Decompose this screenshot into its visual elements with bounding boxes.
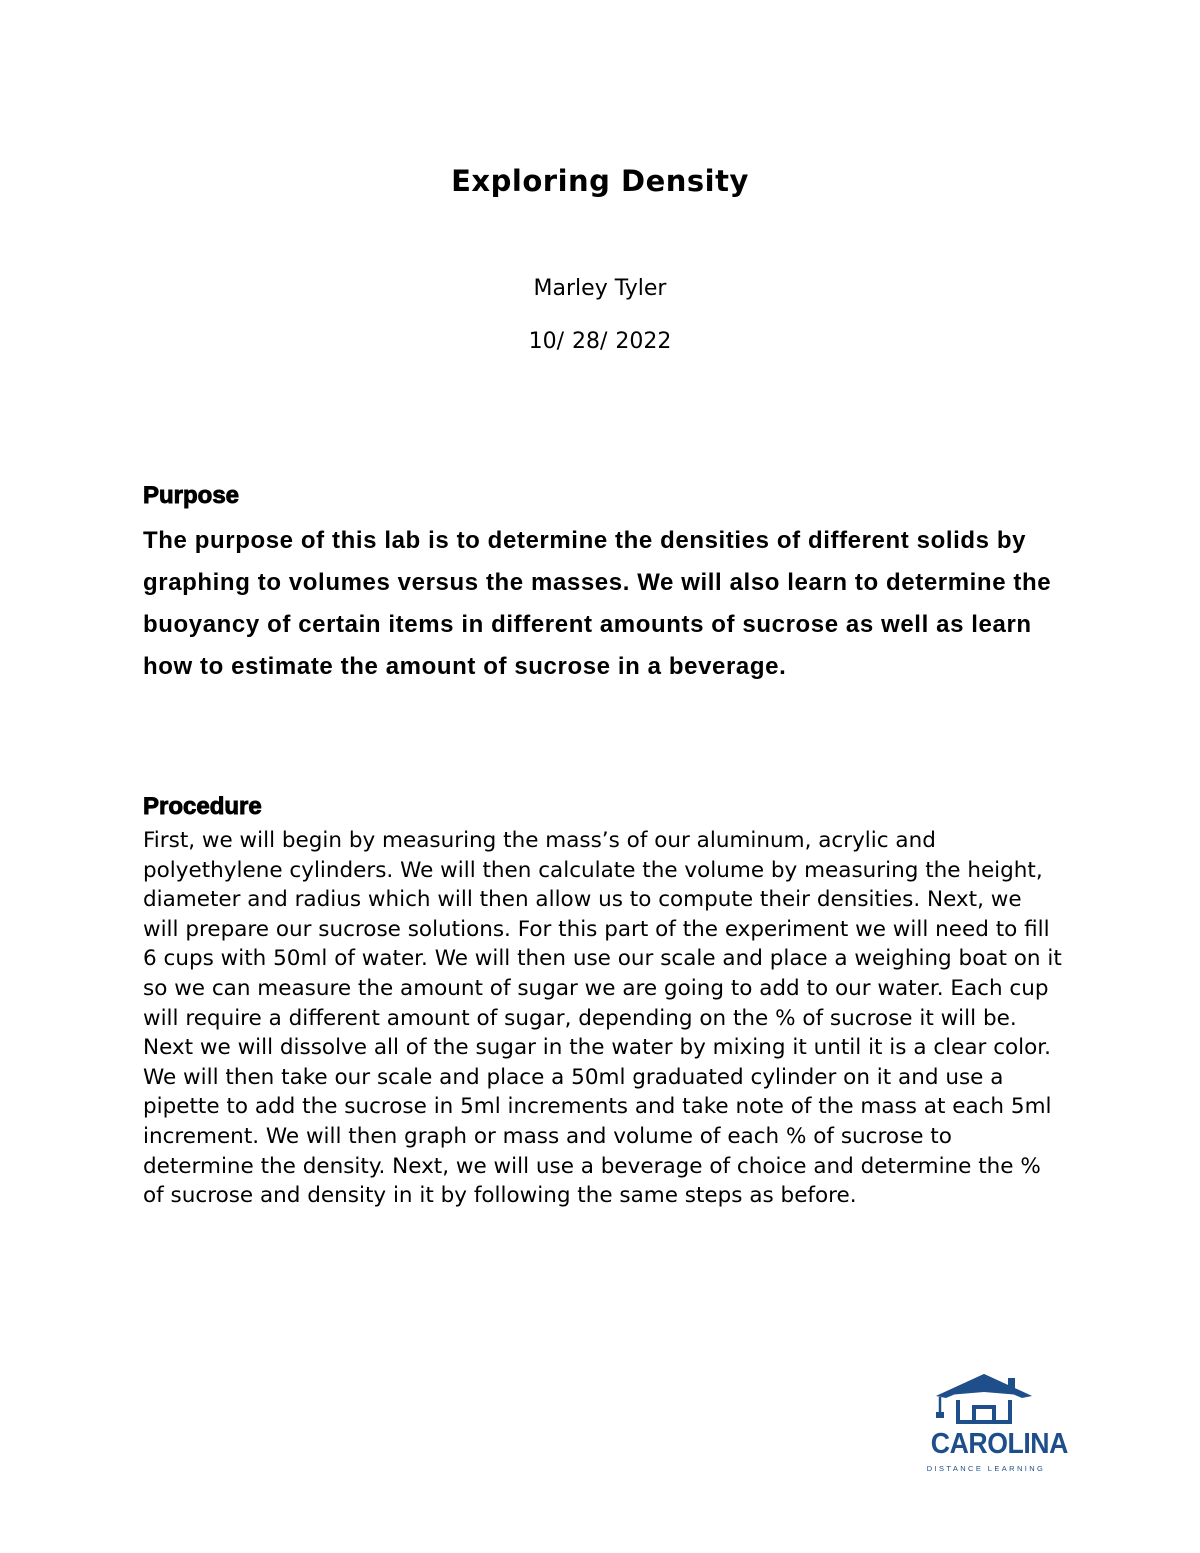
- document-date: 10/ 28/ 2022: [528, 329, 672, 354]
- carolina-logo: [918, 1370, 1068, 1480]
- document-title: Exploring Density: [451, 164, 749, 198]
- logo-wordmark: CAROLINA: [930, 1428, 1068, 1460]
- author-name: Marley Tyler: [533, 276, 667, 301]
- procedure-text: First, we will begin by measuring the mass’s of our aluminum, acrylic and polyethylene cylinders. We will then calculate the volume by measuring the height, diameter and radius which will then allow us to compute their densities. Next, we will prepare our sucrose solutions. For this part of the experiment we will need to fill 6 cups with 50ml of water. We will then use our scale and place a weighing boat on it so we can measure the amount of sugar we are going to add to our water. Each cup will require a different amount of sugar, depending on the % of sucrose it will be. Next we will dissolve all of the sugar in the water by mixing it until it is a clear color. We will then take our scale and place a 50ml graduated cylinder on it and use a pipette to add the sucrose in 5ml increments and take note of the mass at each 5ml increment. We will then graph or mass and volume of each % of sucrose to determine the density. Next, we will use a beverage of choice and determine the % of sucrose and density in it by following the same steps as before.: [143, 828, 1062, 1209]
- procedure-heading: Procedure: [143, 793, 262, 820]
- graduation-cap-house-icon: [918, 1370, 1058, 1430]
- purpose-text: The purpose of this lab is to determine the densities of different solids by graphing to volumes versus the masses. We will also learn to determine the buoyancy of certain items in different amounts of sucrose as well as learn how to estimate the amount of sucrose in a beverage.: [143, 527, 1052, 680]
- purpose-heading: Purpose: [143, 482, 240, 509]
- logo-tagline: DISTANCE LEARNING: [926, 1464, 1046, 1473]
